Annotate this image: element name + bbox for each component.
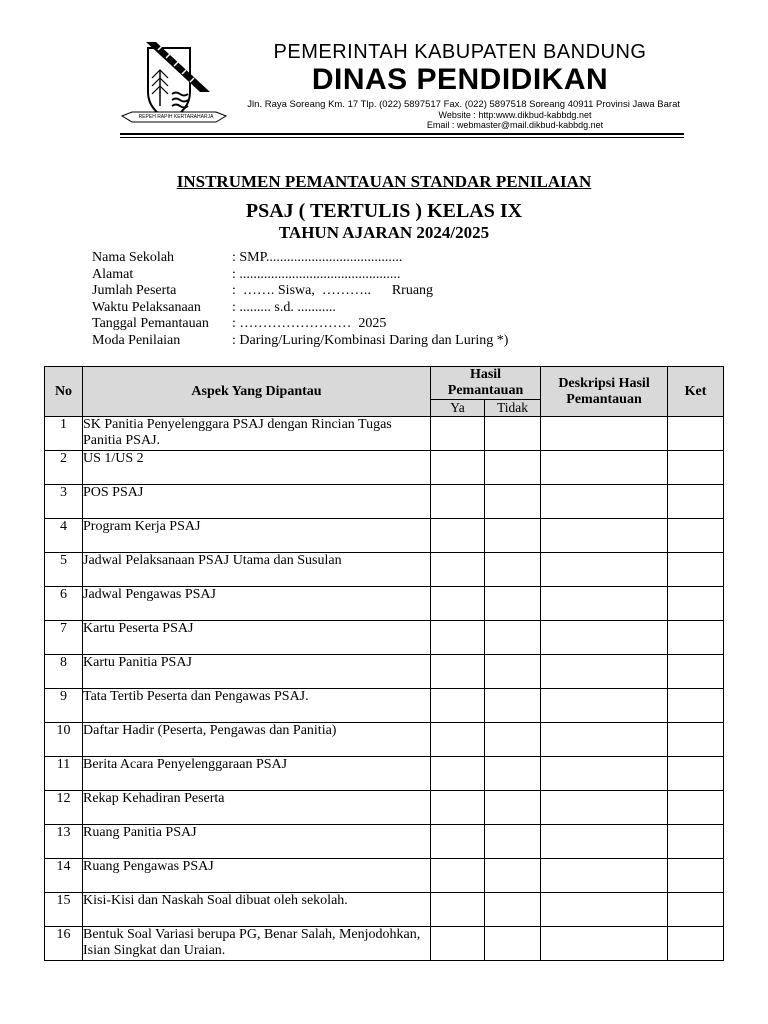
cell-deskripsi[interactable] <box>541 485 668 519</box>
cell-ket[interactable] <box>668 485 724 519</box>
table-row <box>45 655 724 689</box>
organization-header <box>240 40 680 130</box>
cell-ya[interactable] <box>431 825 485 859</box>
row-number: 4 <box>45 519 83 553</box>
cell-deskripsi[interactable] <box>541 451 668 485</box>
table-row <box>45 519 724 553</box>
field-moda-penilaian <box>92 333 508 350</box>
row-aspek: Program Kerja PSAJ <box>83 519 431 553</box>
cell-ket[interactable] <box>668 655 724 689</box>
row-number: 16 <box>45 927 83 961</box>
cell-tidak[interactable] <box>485 927 541 961</box>
table-row <box>45 757 724 791</box>
document-title: INSTRUMEN PEMANTAUAN STANDAR PENILAIAN <box>176 172 592 191</box>
header-ket: Ket <box>668 367 724 417</box>
cell-tidak[interactable] <box>485 859 541 893</box>
cell-ket[interactable] <box>668 757 724 791</box>
table-row <box>45 621 724 655</box>
row-aspek: Kartu Peserta PSAJ <box>83 621 431 655</box>
cell-tidak[interactable] <box>485 757 541 791</box>
school-identity-fields <box>92 250 508 349</box>
cell-ya[interactable] <box>431 417 485 451</box>
field-tanggal-pemantauan <box>92 316 508 333</box>
cell-ya[interactable] <box>431 485 485 519</box>
monitoring-table <box>44 366 724 961</box>
letterhead <box>0 0 768 140</box>
email-line: Email : webmaster@mail.dikbud-kabbdg.net <box>426 120 604 130</box>
cell-ket[interactable] <box>668 621 724 655</box>
table-row <box>45 893 724 927</box>
cell-tidak[interactable] <box>485 553 541 587</box>
row-aspek: Daftar Hadir (Peserta, Pengawas dan Panitia) <box>83 723 431 757</box>
cell-tidak[interactable] <box>485 621 541 655</box>
academic-year: TAHUN AJARAN 2024/2025 <box>278 223 490 242</box>
field-nama-sekolah <box>92 250 508 267</box>
document-subtitle: PSAJ ( TERTULIS ) KELAS IX <box>245 200 523 222</box>
row-number: 6 <box>45 587 83 621</box>
field-value: : Daring/Luring/Kombinasi Daring dan Luring *) <box>232 332 509 348</box>
field-value: : .............................................. <box>232 266 401 282</box>
cell-deskripsi[interactable] <box>541 723 668 757</box>
cell-deskripsi[interactable] <box>541 655 668 689</box>
cell-deskripsi[interactable] <box>541 757 668 791</box>
cell-ya[interactable] <box>431 757 485 791</box>
letterhead-rule-thick <box>120 133 684 135</box>
letterhead-rule-thin <box>120 137 684 138</box>
motto-ribbon-text: REPEH RAPIH KERTARAHARJA <box>138 114 214 120</box>
cell-deskripsi[interactable] <box>541 519 668 553</box>
cell-ya[interactable] <box>431 893 485 927</box>
field-value: : SMP....................................... <box>232 250 403 265</box>
cell-deskripsi[interactable] <box>541 927 668 961</box>
cell-tidak[interactable] <box>485 485 541 519</box>
cell-tidak[interactable] <box>485 723 541 757</box>
cell-ya[interactable] <box>431 519 485 553</box>
header-ya: Ya <box>431 400 485 417</box>
cell-tidak[interactable] <box>485 791 541 825</box>
row-aspek: Kisi-Kisi dan Naskah Soal dibuat oleh sekolah. <box>83 893 431 927</box>
cell-tidak[interactable] <box>485 893 541 927</box>
cell-deskripsi[interactable] <box>541 825 668 859</box>
row-aspek: Rekap Kehadiran Peserta <box>83 791 431 825</box>
table-row <box>45 791 724 825</box>
cell-ya[interactable] <box>431 689 485 723</box>
cell-ket[interactable] <box>668 791 724 825</box>
row-number: 5 <box>45 553 83 587</box>
header-tidak: Tidak <box>485 400 541 417</box>
row-number: 1 <box>45 417 83 451</box>
cell-deskripsi[interactable] <box>541 553 668 587</box>
table-row <box>45 485 724 519</box>
cell-ya[interactable] <box>431 655 485 689</box>
table-row <box>45 689 724 723</box>
field-value: : …………………… 2025 <box>232 316 387 331</box>
field-label: Nama Sekolah <box>92 250 175 265</box>
cell-ya[interactable] <box>431 723 485 757</box>
cell-ket[interactable] <box>668 893 724 927</box>
table-row <box>45 417 724 451</box>
header-aspek: Aspek Yang Dipantau <box>83 367 431 417</box>
header-hasil: Hasil Pemantauan <box>431 367 541 400</box>
field-waktu-pelaksanaan <box>92 300 508 317</box>
table-row <box>45 859 724 893</box>
cell-ket[interactable] <box>668 689 724 723</box>
field-label: Alamat <box>92 266 134 282</box>
cell-tidak[interactable] <box>485 417 541 451</box>
cell-ket[interactable] <box>668 587 724 621</box>
cell-tidak[interactable] <box>485 451 541 485</box>
cell-ket[interactable] <box>668 417 724 451</box>
cell-tidak[interactable] <box>485 519 541 553</box>
table-row <box>45 451 724 485</box>
row-aspek: Kartu Panitia PSAJ <box>83 655 431 689</box>
row-aspek: Tata Tertib Peserta dan Pengawas PSAJ. <box>83 689 431 723</box>
row-aspek: Jadwal Pengawas PSAJ <box>83 587 431 621</box>
row-number: 8 <box>45 655 83 689</box>
row-number: 14 <box>45 859 83 893</box>
cell-ket[interactable] <box>668 825 724 859</box>
cell-tidak[interactable] <box>485 587 541 621</box>
row-number: 9 <box>45 689 83 723</box>
cell-ya[interactable] <box>431 859 485 893</box>
cell-ya[interactable] <box>431 621 485 655</box>
row-aspek: Jadwal Pelaksanaan PSAJ Utama dan Susulan <box>83 553 431 587</box>
table-row <box>45 927 724 961</box>
cell-ya[interactable] <box>431 553 485 587</box>
cell-ket[interactable] <box>668 927 724 961</box>
cell-ket[interactable] <box>668 553 724 587</box>
table-row <box>45 825 724 859</box>
row-aspek: Berita Acara Penyelenggaraan PSAJ <box>83 757 431 791</box>
field-label: Jumlah Peserta <box>92 283 177 298</box>
cell-ket[interactable] <box>668 859 724 893</box>
government-name: PEMERINTAH KABUPATEN BANDUNG <box>273 41 647 63</box>
field-label: Waktu Pelaksanaan <box>92 299 201 315</box>
cell-deskripsi[interactable] <box>541 859 668 893</box>
header-no: No <box>45 367 83 417</box>
row-number: 10 <box>45 723 83 757</box>
cell-deskripsi[interactable] <box>541 621 668 655</box>
cell-ya[interactable] <box>431 587 485 621</box>
header-deskripsi: Deskripsi Hasil Pemantauan <box>541 367 668 417</box>
field-label: Tanggal Pemantauan <box>92 316 209 331</box>
field-jumlah-peserta <box>92 283 508 300</box>
address-line: Jln. Raya Soreang Km. 17 Tlp. (022) 5897517 Fax. (022) 5897518 Soreang 40911 Provinsi Jawa Barat <box>247 99 680 110</box>
row-aspek: Ruang Pengawas PSAJ <box>83 859 431 893</box>
cell-ya[interactable] <box>431 791 485 825</box>
row-number: 12 <box>45 791 83 825</box>
cell-tidak[interactable] <box>485 825 541 859</box>
field-value: : ……. Siswa, ……….. Rruang <box>232 283 434 298</box>
cell-deskripsi[interactable] <box>541 587 668 621</box>
table-row <box>45 587 724 621</box>
field-value: : ......... s.d. ........... <box>232 299 336 315</box>
row-number: 7 <box>45 621 83 655</box>
row-aspek: US 1/US 2 <box>83 451 431 485</box>
department-name: DINAS PENDIDIKAN <box>311 63 609 96</box>
row-aspek: POS PSAJ <box>83 485 431 519</box>
cell-ya[interactable] <box>431 451 485 485</box>
row-number: 13 <box>45 825 83 859</box>
row-number: 2 <box>45 451 83 485</box>
cell-ya[interactable] <box>431 927 485 961</box>
cell-tidak[interactable] <box>485 655 541 689</box>
cell-ket[interactable] <box>668 451 724 485</box>
row-aspek: Ruang Panitia PSAJ <box>83 825 431 859</box>
row-aspek: Bentuk Soal Variasi berupa PG, Benar Salah, Menjodohkan, Isian Singkat dan Uraian. <box>83 927 431 961</box>
website-line: Website : http:www.dikbud-kabbdg.net <box>438 110 592 120</box>
table-row <box>45 723 724 757</box>
cell-deskripsi[interactable] <box>541 689 668 723</box>
cell-ket[interactable] <box>668 519 724 553</box>
table-body <box>45 417 724 961</box>
field-label: Moda Penilaian <box>92 332 181 348</box>
cell-tidak[interactable] <box>485 689 541 723</box>
cell-deskripsi[interactable] <box>541 893 668 927</box>
row-aspek: SK Panitia Penyelenggara PSAJ dengan Rincian Tugas Panitia PSAJ. <box>83 417 431 451</box>
cell-deskripsi[interactable] <box>541 791 668 825</box>
row-number: 11 <box>45 757 83 791</box>
table-row <box>45 553 724 587</box>
cell-ket[interactable] <box>668 723 724 757</box>
row-number: 15 <box>45 893 83 927</box>
field-alamat <box>92 267 508 284</box>
row-number: 3 <box>45 485 83 519</box>
cell-deskripsi[interactable] <box>541 417 668 451</box>
